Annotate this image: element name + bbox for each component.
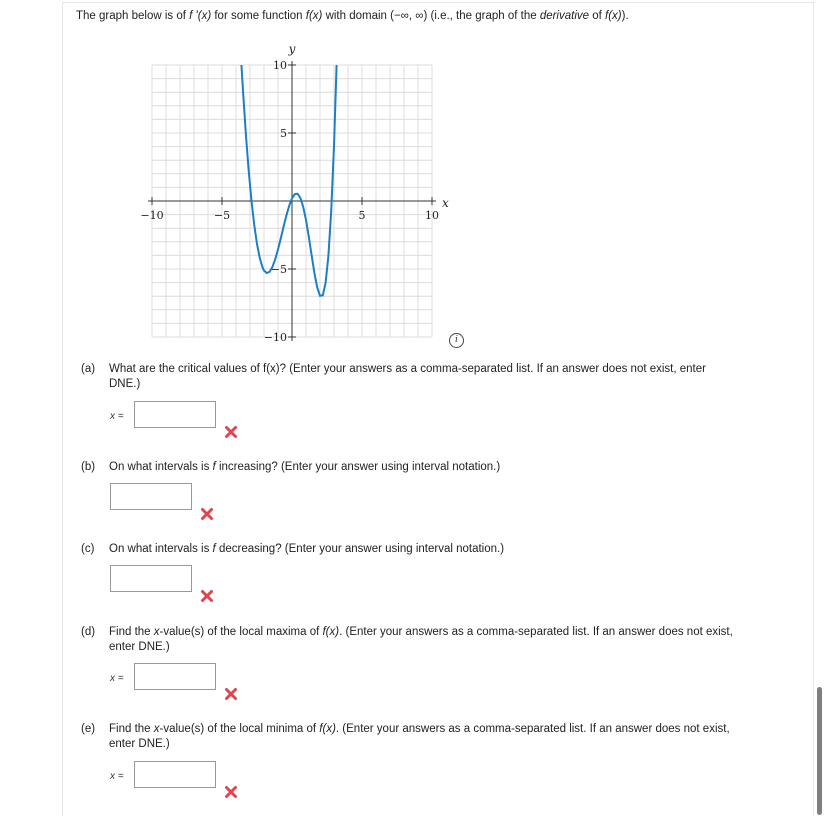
intro-derivative: derivative — [539, 10, 590, 22]
question-c-f: f — [212, 543, 216, 555]
question-c — [81, 542, 806, 557]
x-equals-label-a: x = — [110, 411, 124, 422]
question-e-fx: f(x) — [319, 723, 336, 735]
question-b-label: (b) — [81, 461, 96, 473]
question-b-text — [109, 460, 806, 475]
x-mark-icon — [200, 507, 214, 521]
question-d-text-2: -value(s) of the local maxima of — [159, 626, 323, 638]
question-d-text-3: . (Enter your answers as a comma-separated list. If an answer does not exist, — [339, 626, 733, 638]
x-mark-icon — [224, 785, 238, 799]
x-tick-label: −10 — [140, 209, 164, 222]
local-maxima-input[interactable] — [134, 663, 216, 690]
question-e-text-1: Find the — [109, 723, 154, 735]
question-e-text-3: . (Enter your answers as a comma-separated list. If an answer does not exist, — [335, 723, 730, 735]
question-intro — [76, 10, 629, 22]
x-mark-icon — [200, 589, 214, 603]
question-c-text — [109, 542, 806, 557]
increasing-intervals-input[interactable] — [110, 483, 192, 510]
question-a-line1: What are the critical values of f(x)? (Enter your answers as a comma-separated list. If an answer does not exist, enter — [109, 363, 706, 375]
intro-fx-2: f(x) — [605, 10, 622, 22]
intro-text-1: The graph below is of — [76, 10, 190, 22]
question-d-text — [109, 625, 806, 655]
x-equals-label-d: x = — [110, 673, 124, 684]
question-d — [81, 625, 806, 655]
question-e-line2: enter DNE.) — [109, 738, 170, 750]
question-b-f: f — [212, 461, 216, 473]
question-d-text-1: Find the — [109, 626, 154, 638]
x-tick-label: 5 — [358, 209, 366, 222]
scrollbar[interactable] — [817, 687, 822, 815]
y-axis-label: y — [288, 42, 296, 56]
question-a-line2: DNE.) — [109, 378, 141, 390]
y-tick-label: 5 — [280, 127, 287, 140]
x-tick-label: −5 — [213, 209, 231, 222]
intro-fprime: f '(x) — [189, 10, 212, 22]
question-c-text-2: decreasing? (Enter your answer using interval notation.) — [215, 543, 505, 555]
question-e-label: (e) — [81, 723, 96, 735]
info-icon[interactable]: i — [449, 333, 464, 348]
y-tick-label: 10 — [273, 59, 287, 72]
derivative-curve — [241, 35, 353, 296]
critical-values-input[interactable] — [134, 401, 216, 428]
question-e-x: x — [153, 723, 160, 735]
intro-text-5: ). — [621, 10, 629, 22]
question-d-line2: enter DNE.) — [109, 641, 170, 653]
question-b-text-1: On what intervals is — [109, 461, 213, 473]
question-e — [81, 722, 806, 752]
question-c-text-1: On what intervals is — [109, 543, 213, 555]
intro-fx: f(x) — [305, 10, 323, 22]
question-c-label: (c) — [81, 543, 95, 555]
question-b — [81, 460, 806, 475]
question-d-label: (d) — [81, 626, 96, 638]
question-e-text-2: -value(s) of the local minima of — [159, 723, 320, 735]
intro-text-3: with domain (−∞, ∞) (i.e., the graph of the — [322, 10, 540, 22]
intro-text-2: for some function — [211, 10, 306, 22]
local-minima-input[interactable] — [134, 761, 216, 788]
question-e-text — [109, 722, 806, 752]
question-a — [81, 362, 806, 392]
question-d-x: x — [153, 626, 160, 638]
question-d-fx: f(x) — [322, 626, 340, 638]
question-a-text — [109, 362, 806, 392]
x-tick-label: 10 — [425, 209, 439, 222]
x-axis-label: x — [442, 196, 449, 210]
x-mark-icon — [224, 425, 238, 439]
intro-text-4: of — [589, 10, 606, 22]
question-b-text-2: increasing? (Enter your answer using interval notation.) — [215, 461, 501, 473]
y-tick-label: −5 — [270, 263, 287, 276]
y-tick-label: −10 — [263, 331, 287, 344]
decreasing-intervals-input[interactable] — [110, 565, 192, 592]
derivative-graph — [130, 35, 450, 355]
x-mark-icon — [224, 687, 238, 701]
x-equals-label-e: x = — [110, 771, 124, 782]
question-a-label: (a) — [81, 363, 96, 375]
